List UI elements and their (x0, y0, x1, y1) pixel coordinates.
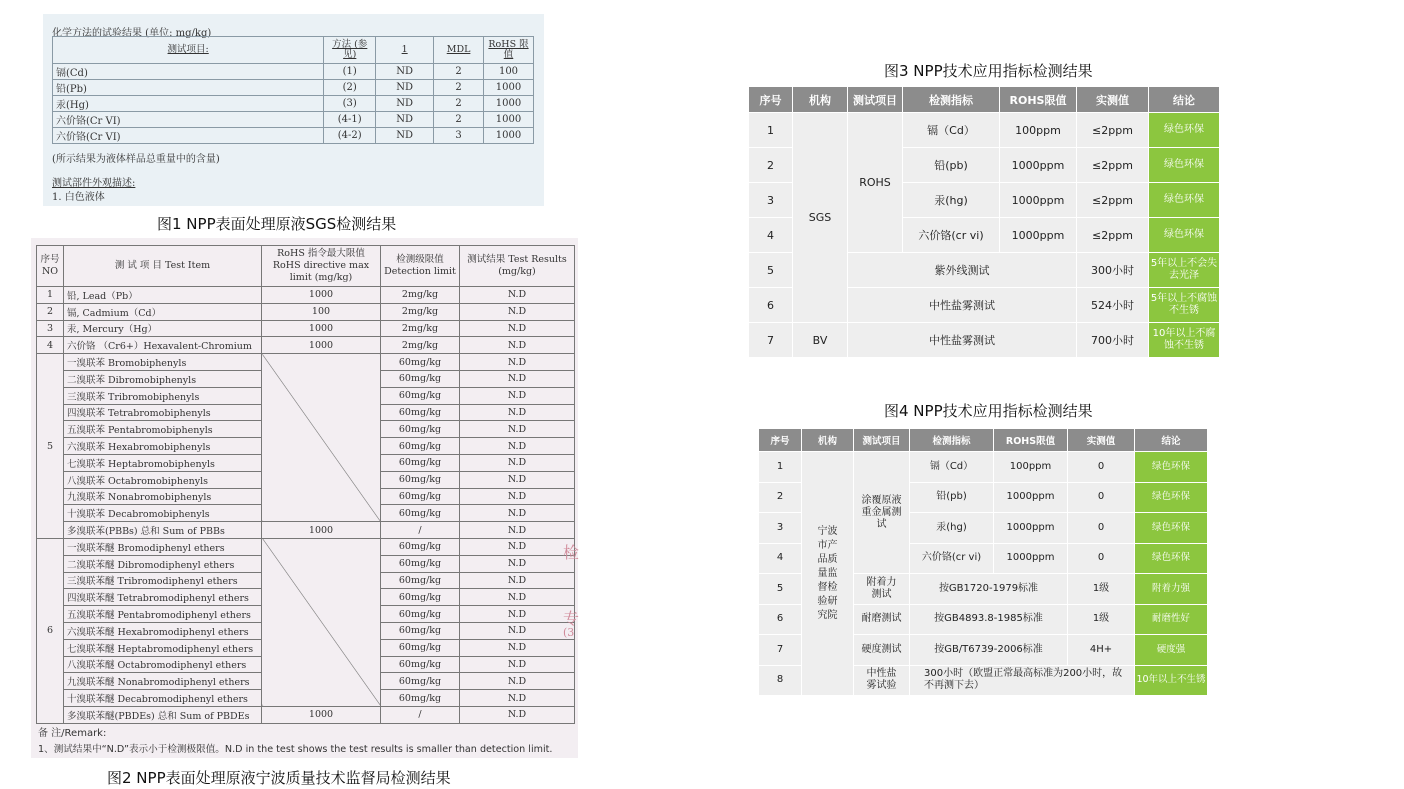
fig2-cell: 60mg/kg (381, 572, 460, 589)
fig4-cell: 1000ppm (994, 513, 1068, 544)
table-row (53, 96, 534, 112)
fig2-cell: N.D (460, 606, 575, 623)
fig2-cell: N.D (460, 337, 575, 354)
table-row (37, 522, 575, 539)
fig2-cell: 60mg/kg (381, 656, 460, 673)
fig2-header-res: 测试结果 Test Results (mg/kg) (460, 246, 575, 287)
fig2-cell: N.D (460, 656, 575, 673)
fig4-result-cell: 10年以上不生锈 (1135, 665, 1208, 696)
fig4-cell: 按GB1720-1979标准 (910, 574, 1068, 605)
fig4-header-row (759, 429, 1208, 452)
fig4-cell: 100ppm (994, 452, 1068, 483)
fig2-cell: N.D (460, 404, 575, 421)
fig2-cell: 100 (262, 303, 381, 320)
fig3-cell: 1000ppm (1000, 148, 1077, 183)
fig1-cell: 1000 (484, 96, 534, 112)
fig3-cell: 3 (749, 183, 793, 218)
table-row (37, 287, 575, 304)
fig2-cell: 1000 (262, 337, 381, 354)
fig2-cell: 60mg/kg (381, 488, 460, 505)
fig3-cell: ≤2ppm (1077, 218, 1149, 253)
fig1-cell: (3) (324, 96, 376, 112)
fig1-cell: 100 (484, 64, 534, 80)
fig3-header-row (749, 87, 1220, 113)
fig1-cell: 3 (434, 128, 484, 144)
fig2-cell: N.D (460, 320, 575, 337)
table-row (53, 128, 534, 144)
fig2-cell: N.D (460, 505, 575, 522)
table-row (53, 80, 534, 96)
stamp-mark: 检 (563, 543, 580, 562)
fig1-desc-title: 测试部件外观描述: (52, 178, 136, 189)
table-row (749, 113, 1220, 148)
fig3-header-cell: 检测指标 (903, 87, 1000, 113)
fig2-cell: 2mg/kg (381, 320, 460, 337)
fig3-cell: 300小时 (1077, 253, 1149, 288)
fig2-diagonal-cell (262, 354, 381, 522)
fig3-result-cell: 绿色环保 (1149, 218, 1220, 253)
fig2-cell: 镉, Cadmium（Cd） (64, 303, 262, 320)
fig1-header-method: 方法 (参见) (324, 37, 376, 64)
fig1-desc-item: 1. 白色液体 (52, 192, 105, 203)
fig4-result-cell: 绿色环保 (1135, 543, 1208, 574)
fig4-header-cell: 结论 (1135, 429, 1208, 452)
fig2-cell: N.D (460, 522, 575, 539)
fig3-cell: 6 (749, 288, 793, 323)
fig2-cell: 60mg/kg (381, 421, 460, 438)
fig2-header-no: 序号 NO (37, 246, 64, 287)
fig3-cell: 100ppm (1000, 113, 1077, 148)
fig2-cell: / (381, 522, 460, 539)
stamp-mark: 专 (563, 609, 580, 628)
fig4-cell: 8 (759, 665, 802, 696)
fig2-group5-no: 5 (37, 354, 64, 539)
fig1-cell: 2 (434, 96, 484, 112)
fig3-cell: ≤2ppm (1077, 148, 1149, 183)
fig3-header-cell: ROHS限值 (1000, 87, 1077, 113)
fig3-caption: 图3 NPP技术应用指标检测结果 (884, 62, 1093, 80)
fig2-cell: 十溴联苯 Decabromobiphenyls (64, 505, 262, 522)
fig4-cell: 1000ppm (994, 543, 1068, 574)
fig2-cell: 八溴联苯醚 Octabromodiphenyl ethers (64, 656, 262, 673)
fig1-header-1: 1 (376, 37, 434, 64)
fig3-cell: ≤2ppm (1077, 113, 1149, 148)
fig3-test-cell: ROHS (848, 113, 903, 253)
fig4-result-cell: 附着力强 (1135, 574, 1208, 605)
fig1-cell: ND (376, 64, 434, 80)
fig3-header-cell: 测试项目 (848, 87, 903, 113)
fig2-cell: 四溴联苯 Tetrabromobiphenyls (64, 404, 262, 421)
fig1-cell: ND (376, 80, 434, 96)
fig2-cell: 八溴联苯 Octabromobiphenyls (64, 471, 262, 488)
fig2-cell: N.D (460, 538, 575, 555)
fig2-cell: 1000 (262, 320, 381, 337)
fig4-cell: 300小时（欧盟正常最高标准为200小时，故不再测下去） (910, 665, 1135, 696)
fig2-cell: N.D (460, 454, 575, 471)
figure-2-ningbo-scan (31, 238, 578, 758)
fig3-cell: 镉（Cd） (903, 113, 1000, 148)
fig4-header-cell: 检测指标 (910, 429, 994, 452)
fig1-note: (所示结果为液体样品总重量中的含量) (52, 154, 220, 165)
fig2-cell: 六溴联苯 Hexabromobiphenyls (64, 438, 262, 455)
fig2-cell: 60mg/kg (381, 555, 460, 572)
fig2-cell: 60mg/kg (381, 673, 460, 690)
fig4-cell: 4 (759, 543, 802, 574)
fig4-cell: 3 (759, 513, 802, 544)
fig3-result-cell: 绿色环保 (1149, 183, 1220, 218)
fig2-cell: N.D (460, 370, 575, 387)
fig1-cell: 六价铬(Cr VI) (53, 112, 324, 128)
fig3-cell: 1000ppm (1000, 218, 1077, 253)
fig3-header-cell: 序号 (749, 87, 793, 113)
fig1-cell: ND (376, 112, 434, 128)
fig3-cell: 700小时 (1077, 323, 1149, 358)
fig2-cell: 60mg/kg (381, 404, 460, 421)
fig4-cell: 0 (1068, 513, 1135, 544)
fig4-cell: 5 (759, 574, 802, 605)
fig2-cell: 60mg/kg (381, 639, 460, 656)
fig4-cell: 铅(pb) (910, 482, 994, 513)
fig3-result-cell: 绿色环保 (1149, 113, 1220, 148)
fig3-cell: 524小时 (1077, 288, 1149, 323)
fig1-cell: (1) (324, 64, 376, 80)
fig2-cell: 60mg/kg (381, 505, 460, 522)
fig2-remark-title: 备 注/Remark: (38, 728, 107, 739)
fig2-remark-text: 1、测试结果中“N.D”表示小于检测极限值。N.D in the test shows the test results is smaller than detection limit. (38, 744, 553, 755)
fig1-cell: 1000 (484, 112, 534, 128)
fig3-cell: 1000ppm (1000, 183, 1077, 218)
fig1-cell: ND (376, 128, 434, 144)
fig3-header-cell: 结论 (1149, 87, 1220, 113)
fig2-header-row (37, 246, 575, 287)
fig1-header-item: 测试项目: (53, 37, 324, 64)
fig3-cell: 5 (749, 253, 793, 288)
fig1-cell: 镉(Cd) (53, 64, 324, 80)
fig2-cell: 多溴联苯醚(PBDEs) 总和 Sum of PBDEs (64, 706, 262, 723)
fig1-cell: 1000 (484, 80, 534, 96)
fig2-cell: 一溴联苯醚 Bromodiphenyl ethers (64, 538, 262, 555)
table-row (37, 303, 575, 320)
fig2-cell: 2 (37, 303, 64, 320)
fig1-cell: 汞(Hg) (53, 96, 324, 112)
fig4-table (758, 428, 1208, 696)
fig4-result-cell: 绿色环保 (1135, 513, 1208, 544)
fig1-table-title: 化学方法的试验结果 (单位: mg/kg) (52, 28, 212, 39)
fig2-cell: 九溴联苯醚 Nonabromodiphenyl ethers (64, 673, 262, 690)
fig3-cell: ≤2ppm (1077, 183, 1149, 218)
fig4-cell: 1级 (1068, 604, 1135, 635)
fig2-cell: N.D (460, 287, 575, 304)
fig2-cell: 60mg/kg (381, 589, 460, 606)
table-row (759, 452, 1208, 483)
fig2-cell: 二溴联苯 Dibromobiphenyls (64, 370, 262, 387)
table-row (53, 64, 534, 80)
fig3-header-cell: 机构 (793, 87, 848, 113)
fig1-cell: (4-1) (324, 112, 376, 128)
fig4-header-cell: 实测值 (1068, 429, 1135, 452)
fig2-cell: N.D (460, 706, 575, 723)
fig2-cell: N.D (460, 421, 575, 438)
fig4-header-cell: 机构 (802, 429, 854, 452)
fig2-header-limit: RoHS 指令最大限值 RoHS directive max limit (mg/kg) (262, 246, 381, 287)
fig2-cell: N.D (460, 387, 575, 404)
fig4-cell: 硬度测试 (854, 635, 910, 666)
fig3-org-cell: BV (793, 323, 848, 358)
fig2-cell: 1000 (262, 706, 381, 723)
fig4-cell: 1级 (1068, 574, 1135, 605)
table-row (37, 706, 575, 723)
fig2-cell: 七溴联苯 Heptabromobiphenyls (64, 454, 262, 471)
fig3-result-cell: 5年以上不会失去光泽 (1149, 253, 1220, 288)
fig3-cell: 7 (749, 323, 793, 358)
fig2-cell: 二溴联苯醚 Dibromodiphenyl ethers (64, 555, 262, 572)
fig2-header-det: 检测级限值 Detection limit (381, 246, 460, 287)
fig2-cell: 60mg/kg (381, 454, 460, 471)
fig2-cell: 一溴联苯 Bromobiphenyls (64, 354, 262, 371)
fig2-cell: 铅, Lead（Pb） (64, 287, 262, 304)
fig2-cell: N.D (460, 555, 575, 572)
stamp-mark: (3 (563, 626, 575, 639)
fig1-header-rohs: RoHS 限值 (484, 37, 534, 64)
fig1-cell: 2 (434, 80, 484, 96)
fig2-cell: 多溴联苯(PBBs) 总和 Sum of PBBs (64, 522, 262, 539)
fig4-result-cell: 硬度强 (1135, 635, 1208, 666)
fig1-cell: (4-2) (324, 128, 376, 144)
fig3-table (748, 86, 1220, 358)
fig4-result-cell: 绿色环保 (1135, 482, 1208, 513)
fig4-cell: 4H+ (1068, 635, 1135, 666)
fig2-cell: N.D (460, 589, 575, 606)
table-row (37, 354, 575, 371)
table-row (749, 323, 1220, 358)
fig4-result-cell: 耐磨性好 (1135, 604, 1208, 635)
fig2-header-item: 测 试 项 目 Test Item (64, 246, 262, 287)
fig3-cell: 铅(pb) (903, 148, 1000, 183)
fig3-cell: 六价铬(cr vi) (903, 218, 1000, 253)
fig2-cell: 十溴联苯醚 Decabromodiphenyl ethers (64, 690, 262, 707)
fig2-cell: N.D (460, 673, 575, 690)
fig4-cell: 附着力测试 (854, 574, 910, 605)
fig1-cell: 2 (434, 112, 484, 128)
fig1-cell: 铅(Pb) (53, 80, 324, 96)
table-row (37, 337, 575, 354)
fig2-cell: 60mg/kg (381, 438, 460, 455)
fig2-cell: 三溴联苯 Tribromobiphenyls (64, 387, 262, 404)
fig2-cell: 汞, Mercury（Hg） (64, 320, 262, 337)
fig1-header-mdl: MDL (434, 37, 484, 64)
fig4-cell: 0 (1068, 482, 1135, 513)
fig3-cell: 紫外线测试 (848, 253, 1077, 288)
fig4-cell: 按GB/T6739-2006标准 (910, 635, 1068, 666)
fig2-cell: 九溴联苯 Nonabromobiphenyls (64, 488, 262, 505)
fig3-result-cell: 绿色环保 (1149, 148, 1220, 183)
fig4-cell: 6 (759, 604, 802, 635)
fig3-cell: 中性盐雾测试 (848, 288, 1077, 323)
fig4-cell: 0 (1068, 543, 1135, 574)
fig2-cell: 1000 (262, 522, 381, 539)
fig2-cell: / (381, 706, 460, 723)
fig4-cell: 汞(hg) (910, 513, 994, 544)
fig2-cell: 60mg/kg (381, 538, 460, 555)
fig2-cell: N.D (460, 488, 575, 505)
fig2-cell: 60mg/kg (381, 690, 460, 707)
fig2-cell: N.D (460, 690, 575, 707)
fig2-cell: 六溴联苯醚 Hexabromodiphenyl ethers (64, 622, 262, 639)
fig1-table (52, 36, 534, 144)
fig2-cell: 60mg/kg (381, 354, 460, 371)
fig4-cell: 7 (759, 635, 802, 666)
table-row (37, 320, 575, 337)
fig4-result-cell: 绿色环保 (1135, 452, 1208, 483)
fig2-caption: 图2 NPP表面处理原液宁波质量技术监督局检测结果 (107, 769, 451, 787)
fig4-cell: 耐磨测试 (854, 604, 910, 635)
fig2-cell: N.D (460, 303, 575, 320)
fig1-cell: 2 (434, 64, 484, 80)
fig4-cell: 六价铬(cr vi) (910, 543, 994, 574)
fig2-cell: 3 (37, 320, 64, 337)
fig4-header-cell: 序号 (759, 429, 802, 452)
fig2-diagonal-cell (262, 538, 381, 706)
fig2-cell: 4 (37, 337, 64, 354)
fig2-table (36, 245, 575, 724)
fig2-cell: N.D (460, 572, 575, 589)
fig2-cell: 1000 (262, 287, 381, 304)
fig2-cell: 五溴联苯醚 Pentabromodiphenyl ethers (64, 606, 262, 623)
fig4-caption: 图4 NPP技术应用指标检测结果 (884, 402, 1093, 420)
fig2-cell: 1 (37, 287, 64, 304)
fig2-cell: N.D (460, 639, 575, 656)
fig4-cell: 镉（Cd） (910, 452, 994, 483)
fig4-header-cell: ROHS限值 (994, 429, 1068, 452)
fig3-cell: 汞(hg) (903, 183, 1000, 218)
fig4-cell: 2 (759, 482, 802, 513)
fig4-cell: 1 (759, 452, 802, 483)
fig3-cell: 中性盐雾测试 (848, 323, 1077, 358)
fig1-cell: ND (376, 96, 434, 112)
fig3-result-cell: 10年以上不腐蚀不生锈 (1149, 323, 1220, 358)
fig1-cell: 六价铬(Cr VI) (53, 128, 324, 144)
fig2-cell: N.D (460, 354, 575, 371)
fig2-cell: 2mg/kg (381, 303, 460, 320)
fig2-cell: 60mg/kg (381, 387, 460, 404)
fig4-test-cell: 涂覆原液重金属测试 (854, 452, 910, 574)
fig3-header-cell: 实测值 (1077, 87, 1149, 113)
fig2-cell: N.D (460, 438, 575, 455)
fig2-cell: 三溴联苯醚 Tribromodiphenyl ethers (64, 572, 262, 589)
fig4-org-cell: 宁波市产品质量监督检验研究院 (802, 452, 854, 696)
fig3-cell: 2 (749, 148, 793, 183)
fig2-cell: N.D (460, 471, 575, 488)
fig2-cell: N.D (460, 622, 575, 639)
fig2-cell: 七溴联苯醚 Heptabromodiphenyl ethers (64, 639, 262, 656)
fig2-cell: 2mg/kg (381, 337, 460, 354)
fig2-cell: 60mg/kg (381, 471, 460, 488)
fig4-cell: 按GB4893.8-1985标准 (910, 604, 1068, 635)
fig2-cell: 五溴联苯 Pentabromobiphenyls (64, 421, 262, 438)
fig3-cell: 1 (749, 113, 793, 148)
fig3-result-cell: 5年以上不腐蚀不生锈 (1149, 288, 1220, 323)
fig4-header-cell: 测试项目 (854, 429, 910, 452)
fig1-cell: (2) (324, 80, 376, 96)
fig1-cell: 1000 (484, 128, 534, 144)
fig2-cell: 60mg/kg (381, 370, 460, 387)
fig3-org-cell: SGS (793, 113, 848, 323)
table-row (37, 538, 575, 555)
table-row (53, 112, 534, 128)
fig4-cell: 中性盐雾试验 (854, 665, 910, 696)
fig2-cell: 60mg/kg (381, 622, 460, 639)
figure-1-sgs-scan (43, 14, 544, 206)
fig1-caption: 图1 NPP表面处理原液SGS检测结果 (157, 215, 397, 233)
fig2-group6-no: 6 (37, 538, 64, 723)
fig2-cell: 六价铬 （Cr6+）Hexavalent-Chromium (64, 337, 262, 354)
fig1-header-row (53, 37, 534, 64)
fig2-cell: 2mg/kg (381, 287, 460, 304)
fig3-cell: 4 (749, 218, 793, 253)
fig4-cell: 1000ppm (994, 482, 1068, 513)
fig4-cell: 0 (1068, 452, 1135, 483)
fig2-cell: 四溴联苯醚 Tetrabromodiphenyl ethers (64, 589, 262, 606)
fig2-cell: 60mg/kg (381, 606, 460, 623)
